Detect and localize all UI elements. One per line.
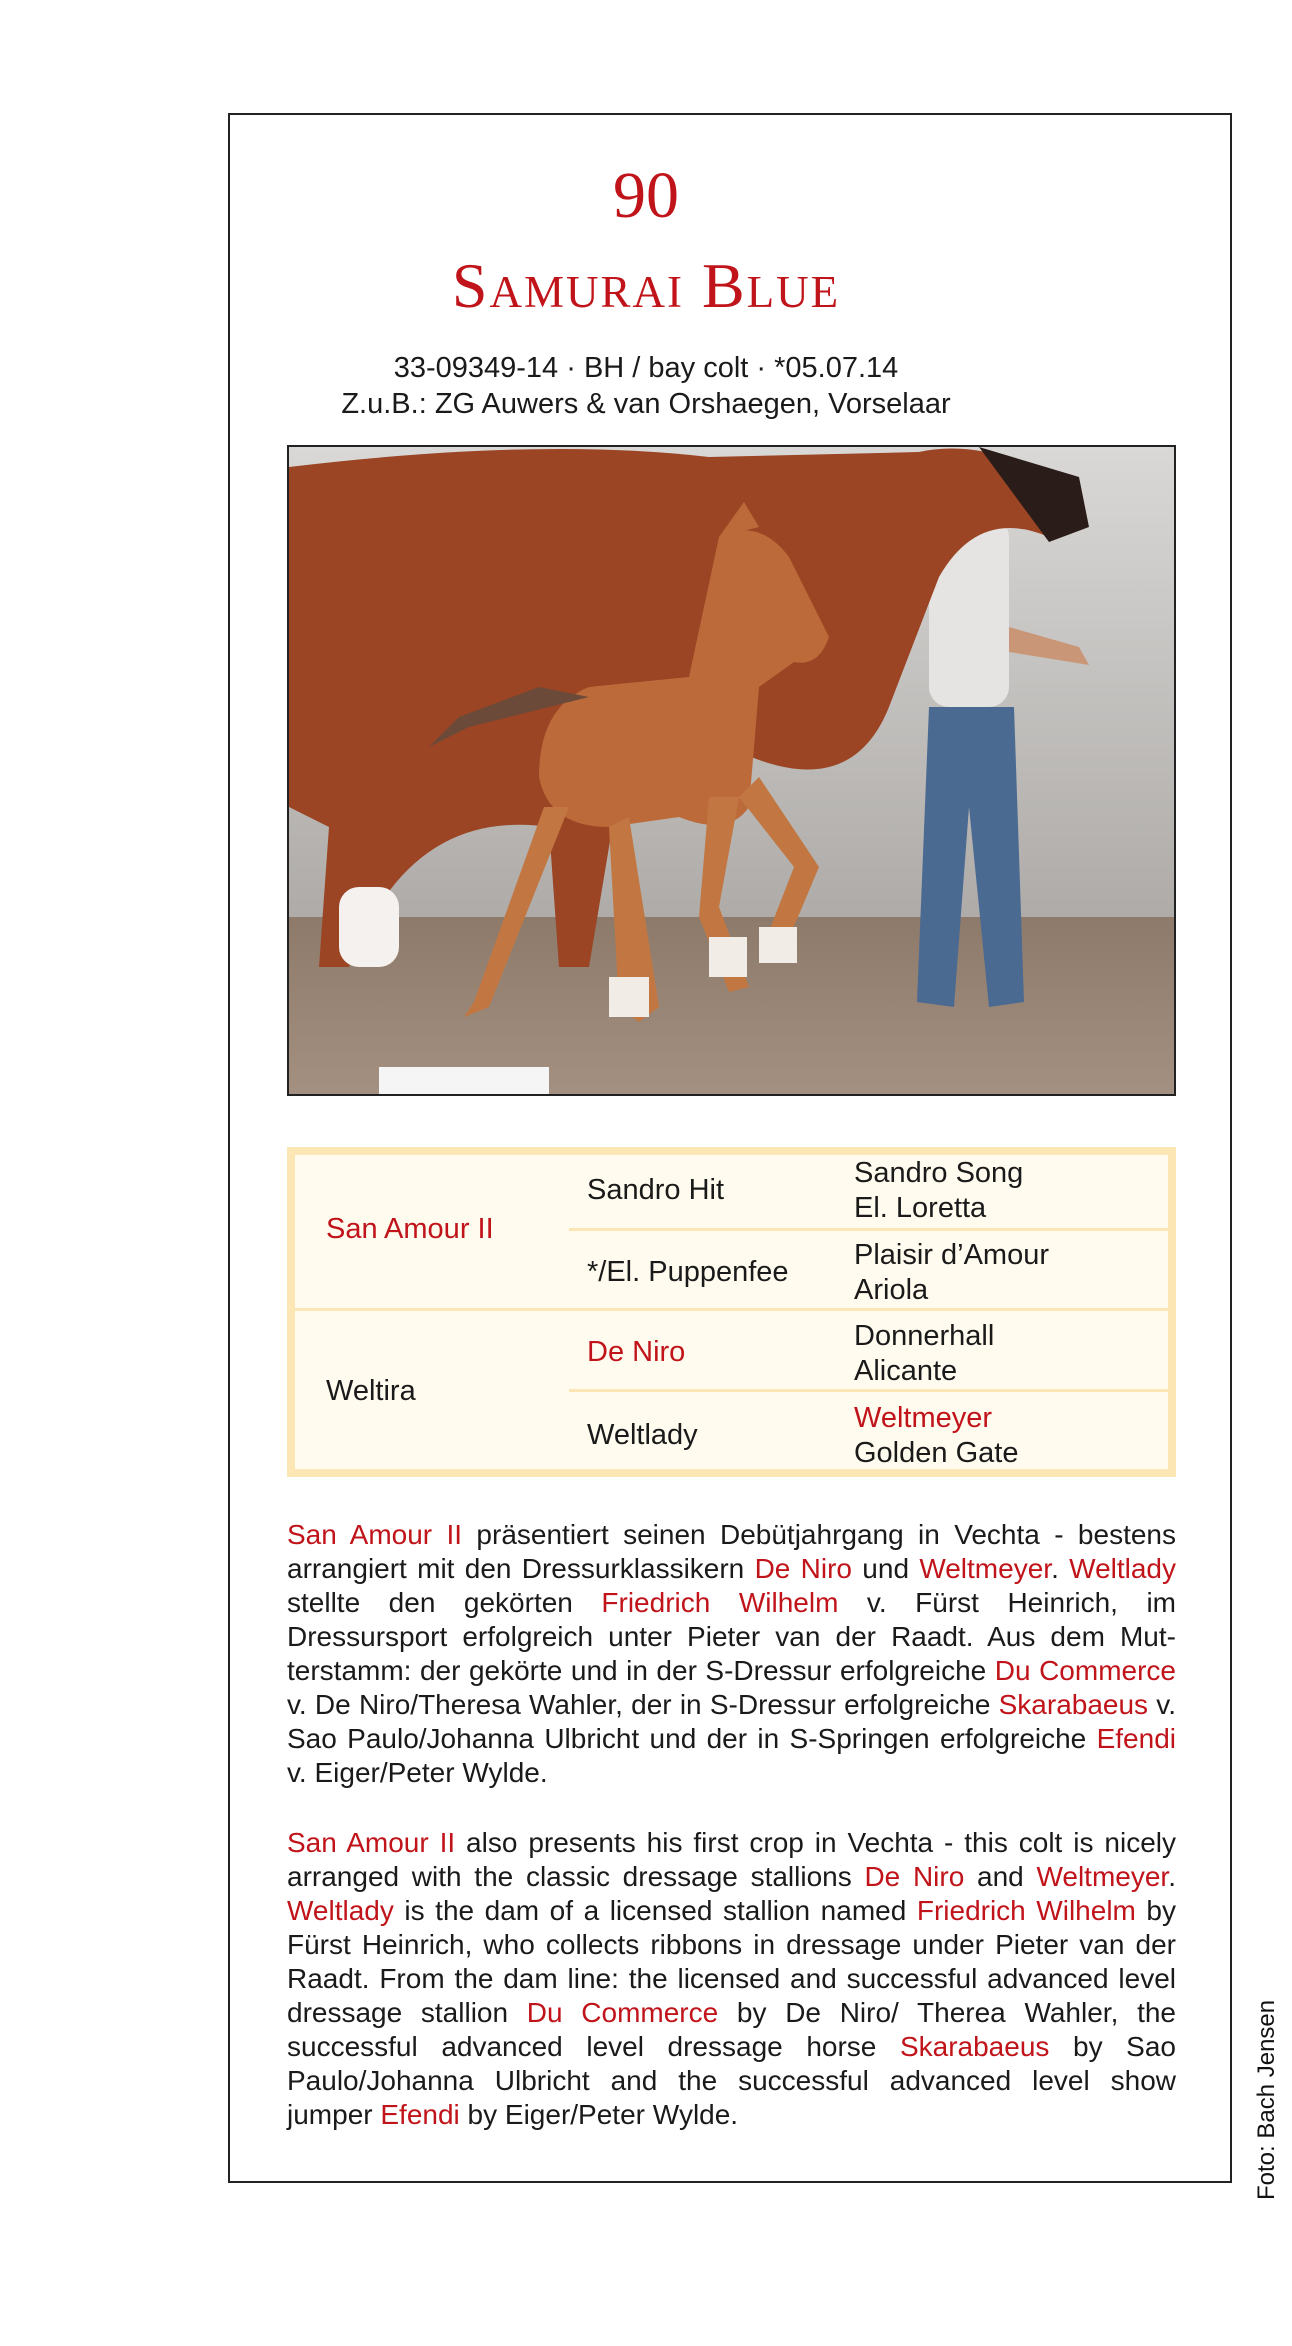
text-segment: v. Fürst Heinrich, im Dressursport erfolgreich unter Pieter van der Raadt. Aus dem Mutterstamm: der gekörte und in der S-Dressur erfolgreiche [287,1587,1177,1686]
pedigree-sire-sire: Sandro Hit [587,1174,725,1206]
horse-name-highlight: Weltlady [287,1895,394,1926]
horse-name-highlight: Skarabaeus [899,2031,1050,2062]
horse-name-highlight: Weltmeyer [1036,1861,1169,1892]
pedigree-sire: San Amour II [326,1213,494,1245]
pedigree-divider [295,1308,1168,1311]
text-segment: and [964,1861,1037,1892]
registration-line: 33-09349-14 · BH / bay colt · *05.07.14 [393,352,899,384]
text-segment: by Sao Paulo/Johanna Ulbricht and the successful advanced level show jumper [287,2031,1177,2130]
breeder-line: Z.u.B.: ZG Auwers & van Orshaegen, Vorselaar [341,388,951,420]
pedigree-sire-dam: */El. Puppenfee [587,1256,789,1288]
text-segment: by De Niro/ Therea Wahler, the successful advanced level dressage horse [287,1997,1176,2062]
pedigree-gg-7: Weltmeyer [854,1402,993,1434]
description-english [287,1826,1176,2132]
pedigree-gg-3: Plaisir d’Amour [854,1239,1049,1271]
text-segment: v. Sao Paulo/Johanna Ulbricht und der in S-Springen erfolgreiche [287,1689,1176,1754]
horse-name-highlight: Du Commerce [526,1997,719,2028]
pedigree-gg-1: Sandro Song [854,1157,1024,1189]
horse-name-highlight: Friedrich Wilhelm [916,1895,1136,1926]
horse-name-highlight: Weltmeyer [919,1553,1052,1584]
pedigree-gg-8: Golden Gate [854,1437,1019,1469]
text-segment: by Fürst Heinrich, who collects ribbons in dressage under Pieter van der Raadt. From the dam line: the licensed and successful advanced level dressage stallion [287,1895,1176,2028]
text-segment: is the dam of a licensed stallion named [393,1895,917,1926]
text-segment: v. De Niro/Theresa Wahler, der in S-Dressur erfolgreiche [287,1689,999,1720]
text-segment: by Eiger/Peter Wylde. [459,2099,739,2130]
pedigree-dam-sire: De Niro [587,1336,686,1368]
text-segment: stellte den gekörten [287,1587,602,1618]
text-segment: v. Eiger/Peter Wylde. [287,1757,548,1788]
horse-name-highlight: De Niro [754,1553,852,1584]
pedigree-gg-6: Alicante [854,1355,958,1387]
description-german [287,1518,1176,1790]
horse-name: Samurai Blue [451,250,841,321]
pedigree-inner [295,1155,1168,1469]
pedigree-dam-dam: Weltlady [587,1419,698,1451]
horse-name-highlight: Weltlady [1069,1553,1176,1584]
pedigree-divider [569,1389,1168,1392]
photo-illustration [289,447,1174,1094]
pedigree-dam: Weltira [326,1375,416,1407]
foal-and-mare-photo [287,445,1176,1096]
pedigree-divider [569,1228,1168,1231]
horse-name-highlight: Efendi [1096,1723,1176,1754]
text-segment: . [1051,1553,1070,1584]
horse-name-highlight: Du Commerce [994,1655,1176,1686]
horse-name-highlight: Skarabaeus [998,1689,1149,1720]
horse-name-highlight: San Amour II [287,1519,463,1550]
text-segment: also presents his first crop in Vechta - this colt is nicely arranged with the classic dressage stallions [287,1827,1176,1892]
pedigree-gg-4: Ariola [854,1274,929,1306]
lot-number: 90 [613,159,679,232]
photo-credit: Foto: Bach Jensen [1253,1999,1280,2200]
text-segment: und [852,1553,920,1584]
horse-name-highlight: Friedrich Wilhelm [601,1587,839,1618]
horse-name-highlight: Efendi [380,2099,460,2130]
pedigree-gg-5: Donnerhall [854,1320,995,1352]
text-segment: präsentiert seinen Debütjahrgang in Vechta - bestens arrangiert mit den Dressurklassikern [287,1519,1176,1584]
horse-name-highlight: De Niro [864,1861,965,1892]
pedigree-gg-2: El. Loretta [854,1192,987,1224]
pedigree-table [287,1147,1176,1477]
horse-name-highlight: San Amour II [287,1827,456,1858]
text-segment: . [1168,1861,1176,1892]
